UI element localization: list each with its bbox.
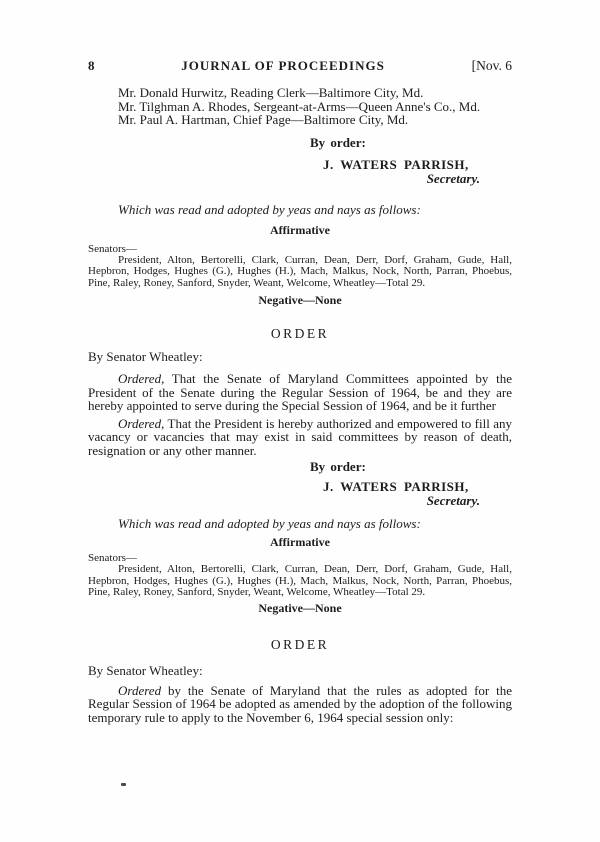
secretary-name: J. WATERS PARRISH, [323, 156, 469, 172]
order-by-line: By Senator Wheatley: [88, 662, 203, 678]
officer-line: Mr. Paul A. Hartman, Chief Page—Baltimore City, Md. [118, 112, 409, 127]
affirmative-heading: Affirmative [270, 535, 330, 549]
affirmative-names: President, Alton, Bertorelli, Clark, Curran, Dean, Derr, Dorf, Graham, Gude, Hall, Hepbron, Hodges, Hughes (G.), Hughes (H.), Mach, Malkus, Nock, North, Parran, Phoebus, Pine, Raley, Roney, Sanford, Snyder, Weant, Welcome, Wheatley—Total 29. [88, 563, 512, 598]
order-paragraph [88, 372, 512, 413]
officers-list [88, 86, 512, 127]
negative-line: Negative—None [258, 293, 342, 307]
paragraph-text: by the Senate of Maryland that the rules as adopted for the Regular Session of 1964 be adopted as amended by the adoption of the following temporary rule to apply to the November 6, 1964 special session only: [88, 682, 512, 725]
secretary-title: Secretary. [426, 170, 480, 186]
adoption-line: Which was read and adopted by yeas and nays as follows: [118, 516, 421, 531]
journal-title: JOURNAL OF PROCEEDINGS [181, 58, 385, 73]
affirmative-heading: Affirmative [270, 222, 330, 237]
ordered-lead: Ordered, [118, 371, 165, 386]
ordered-lead: Ordered [118, 682, 162, 698]
order-heading: ORDER [270, 326, 330, 341]
paragraph-text: That the President is hereby authorized and empowered to fill any vacancy or vacancies that may exist in said committees by reason of death, resignation or any other manner. [88, 415, 512, 458]
paragraph-text: That the Senate of Maryland Committees appointed by the President of the Senate during the Regular Session of 1964, be and they are hereby appointed to serve during the Special Session of 1964, and be it further [88, 371, 512, 413]
page-header [88, 59, 512, 73]
senators-label: Senators— [88, 242, 137, 255]
header-date: [Nov. 6 [471, 58, 512, 73]
secretary-title: Secretary. [426, 493, 480, 508]
senators-label: Senators— [88, 552, 137, 564]
page-content [88, 0, 512, 724]
officer-line: Mr. Tilghman A. Rhodes, Sergeant-at-Arms—Queen Anne's Co., Md. [118, 98, 481, 114]
officer-line: Mr. Donald Hurwitz, Reading Clerk—Baltimore City, Md. [118, 85, 424, 100]
by-order-label: By order: [310, 459, 366, 474]
secretary-name: J. WATERS PARRISH, [323, 479, 469, 494]
ordered-lead: Ordered, [118, 415, 165, 431]
negative-line: Negative—None [258, 600, 342, 615]
affirmative-names: President, Alton, Bertorelli, Clark, Curran, Dean, Derr, Dorf, Graham, Gude, Hall, Hepbron, Hodges, Hughes (G.), Hughes (H.), Mach, Malkus, Nock, North, Parran, Phoebus, Pine, Raley, Roney, Sanford, Snyder, Weant, Welcome, Wheatley—Total 29. [88, 253, 512, 289]
by-order-label: By order: [310, 134, 366, 150]
page-number: 8 [88, 58, 95, 73]
order-paragraph [88, 684, 512, 725]
stray-ink-mark [121, 783, 126, 786]
order-heading: ORDER [270, 636, 330, 652]
adoption-line: Which was read and adopted by yeas and nays as follows: [118, 201, 421, 217]
order-paragraph [88, 417, 512, 458]
order-by-line: By Senator Wheatley: [88, 349, 203, 364]
